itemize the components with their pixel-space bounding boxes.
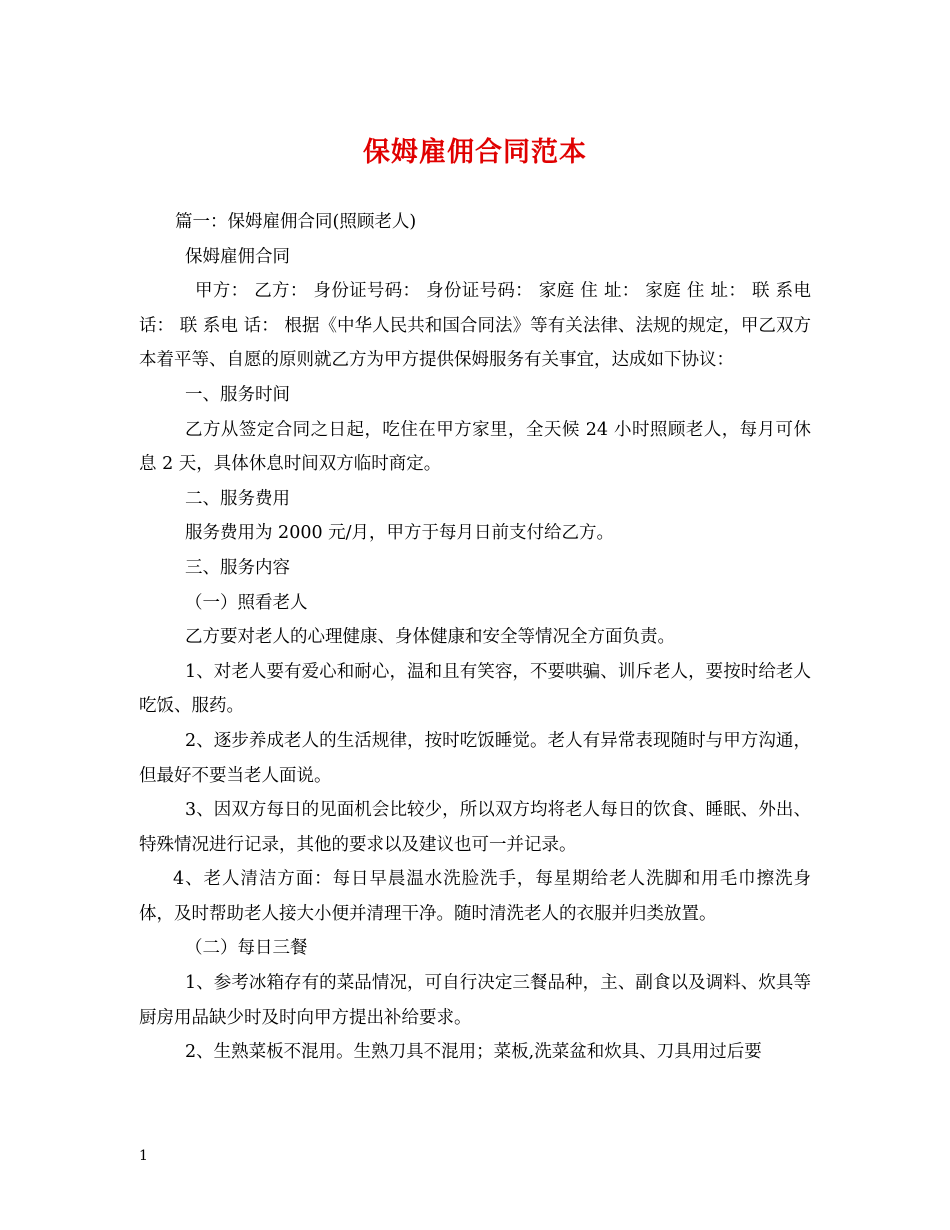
document-title: 保姆雇佣合同范本 (363, 137, 587, 168)
list-item: 1、对老人要有爱心和耐心，温和且有笑容，不要哄骗、训斥老人，要按时给老人吃饭、服药。 (139, 661, 811, 717)
document-body (139, 205, 811, 1070)
clause-heading: 一、服务时间 (185, 384, 290, 405)
sub-heading: （二）每日三餐 (185, 938, 308, 959)
section-heading: 篇一：保姆雇佣合同(照顾老人) (175, 212, 417, 232)
paragraph: 服务费用为 2000 元/月，甲方于每月日前支付给乙方。 (185, 523, 615, 544)
sub-heading: （一）照看老人 (185, 592, 308, 613)
parties-paragraph: 甲方： 乙方： 身份证号码： 身份证号码： 家庭 住 址： 家庭 住 址： 联 系电 话： 联 系电 话： 根据《中华人民共和国合同法》等有关法律、法规的规定，甲乙双方本着平等、自愿的原则就乙方为甲方提供保姆服务有关事宜，达成如下协议： (139, 281, 811, 371)
clause-heading: 二、服务费用 (185, 488, 290, 509)
list-item: 4、老人清洁方面：每日早晨温水洗脸洗手，每星期给老人洗脚和用毛巾擦洗身体，及时帮助老人接大小便并清理干净。随时清洗老人的衣服并归类放置。 (139, 869, 811, 924)
page-number: 1 (139, 1148, 148, 1164)
clause-heading: 三、服务内容 (185, 557, 290, 578)
list-item: 2、逐步养成老人的生活规律，按时吃饭睡觉。老人有异常表现随时与甲方沟通，但最好不要当老人面说。 (139, 730, 811, 786)
list-item: 3、因双方每日的见面机会比较少，所以双方均将老人每日的饮食、睡眠、外出、特殊情况进行记录，其他的要求以及建议也可一并记录。 (139, 800, 811, 855)
contract-heading: 保姆雇佣合同 (185, 246, 290, 267)
list-item: 1、参考冰箱存有的菜品情况，可自行决定三餐品种，主、副食以及调料、炊具等厨房用品缺少时及时向甲方提出补给要求。 (139, 973, 811, 1028)
paragraph: 乙方要对老人的心理健康、身体健康和安全等情况全方面负责。 (185, 627, 675, 648)
paragraph: 乙方从签定合同之日起，吃住在甲方家里，全天候 24 小时照顾老人，每月可休息 2 天，具体休息时间双方临时商定。 (139, 419, 811, 475)
list-item: 2、生熟菜板不混用。生熟刀具不混用；菜板,洗菜盆和炊具、刀具用过后要 (185, 1042, 762, 1063)
